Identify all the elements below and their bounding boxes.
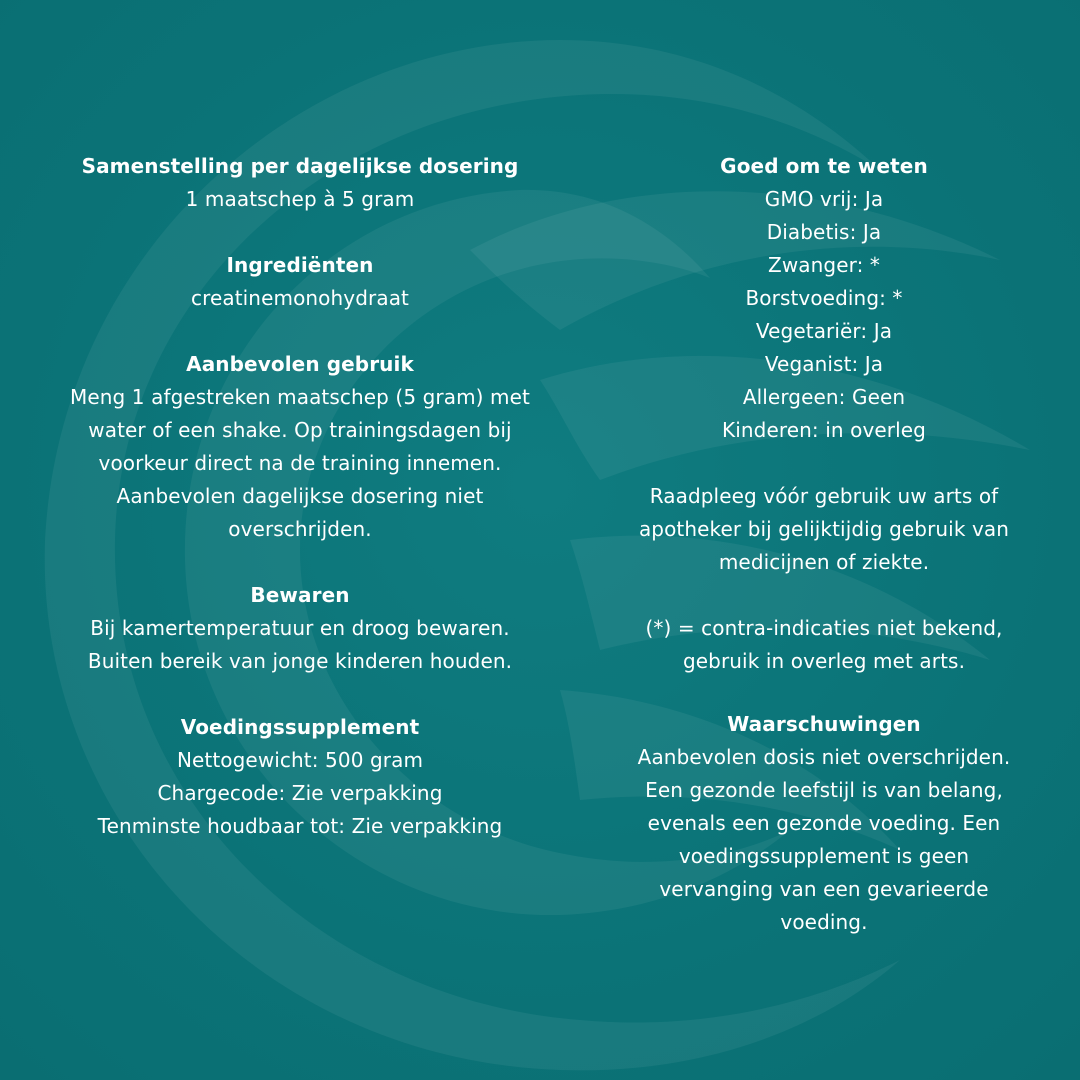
good-to-know-line: Veganist: Ja (764, 352, 884, 376)
storage-line: Bij kamertemperatuur en droog bewaren. (90, 616, 510, 640)
warnings-section (604, 708, 1044, 939)
ingredients-section (40, 249, 560, 315)
supplement-line: Tenminste houdbaar tot: Zie verpakking (97, 814, 503, 838)
consult-line: Raadpleeg vóór gebruik uw arts of (649, 484, 999, 508)
warnings-line: vervanging van een gevarieerde (659, 877, 989, 901)
supplement-line: Chargecode: Zie verpakking (157, 781, 443, 805)
right-column (604, 150, 1044, 939)
good-to-know-line: Borstvoeding: * (745, 286, 903, 310)
supplement-section (40, 711, 560, 843)
good-to-know-section (604, 150, 1044, 447)
supplement-line: Nettogewicht: 500 gram (176, 748, 424, 772)
good-to-know-line: Allergeen: Geen (742, 385, 906, 409)
ingredients-heading: Ingrediënten (226, 253, 374, 277)
good-to-know-line: Zwanger: * (768, 253, 880, 277)
warnings-line: voedingssupplement is geen (678, 844, 970, 868)
good-to-know-heading: Goed om te weten (720, 154, 928, 178)
usage-line: overschrijden. (228, 517, 372, 541)
composition-heading: Samenstelling per dagelijkse dosering (81, 154, 519, 178)
usage-heading: Aanbevolen gebruik (186, 352, 414, 376)
consult-line: medicijnen of ziekte. (718, 550, 930, 574)
good-to-know-line: Vegetariër: Ja (755, 319, 893, 343)
warnings-line: Aanbevolen dosis niet overschrijden. (637, 745, 1011, 769)
warnings-heading: Waarschuwingen (727, 712, 921, 736)
usage-line: voorkeur direct na de training innemen. (98, 451, 502, 475)
usage-line: Meng 1 afgestreken maatschep (5 gram) met (70, 385, 530, 409)
warnings-line: voeding. (780, 910, 868, 934)
good-to-know-line: Kinderen: in overleg (722, 418, 926, 442)
contra-section (604, 612, 1044, 678)
composition-section (40, 150, 560, 216)
warnings-line: Een gezonde leefstijl is van belang, (645, 778, 1003, 802)
storage-heading: Bewaren (250, 583, 350, 607)
good-to-know-line: GMO vrij: Ja (764, 187, 884, 211)
storage-line: Buiten bereik van jonge kinderen houden. (87, 649, 513, 673)
storage-section (40, 579, 560, 678)
contra-line: gebruik in overleg met arts. (682, 649, 966, 673)
usage-line: Aanbevolen dagelijkse dosering niet (116, 484, 484, 508)
consult-section (604, 480, 1044, 579)
usage-line: water of een shake. Op trainingsdagen bij (88, 418, 512, 442)
consult-line: apotheker bij gelijktijdig gebruik van (638, 517, 1010, 541)
good-to-know-line: Diabetis: Ja (766, 220, 882, 244)
ingredients-line: creatinemonohydraat (190, 286, 410, 310)
supplement-heading: Voedingssupplement (180, 715, 420, 739)
composition-line: 1 maatschep à 5 gram (185, 187, 415, 211)
left-column (40, 150, 560, 843)
usage-section (40, 348, 560, 546)
contra-line: (*) = contra-indicaties niet bekend, (645, 616, 1003, 640)
warnings-line: evenals een gezonde voeding. Een (647, 811, 1001, 835)
